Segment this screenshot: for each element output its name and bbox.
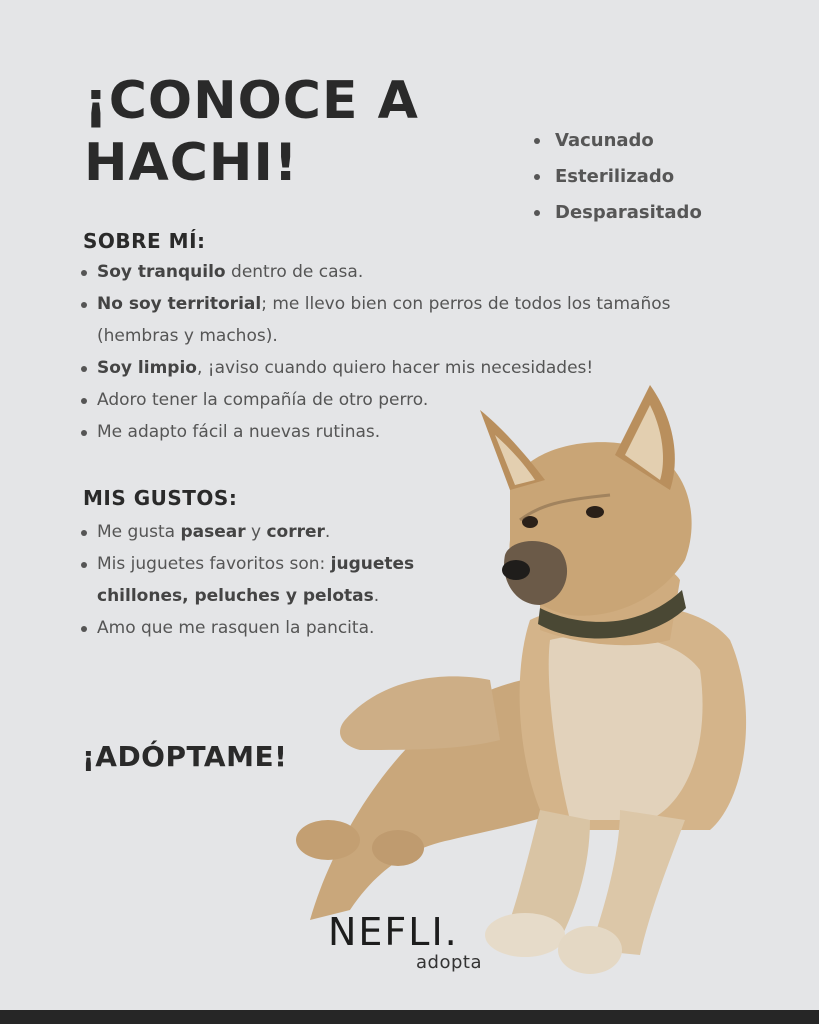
brand-name: NEFLI. xyxy=(328,910,459,954)
dog-illustration xyxy=(290,380,760,980)
health-item-vaccinated: Vacunado xyxy=(534,128,702,164)
adopt-me-callout: ¡ADÓPTAME! xyxy=(82,740,288,773)
poster-title: ¡CONOCE A HACHI! xyxy=(84,71,419,193)
likes-item: Me gusta pasear y correr. xyxy=(80,516,440,548)
about-heading: SOBRE MÍ: xyxy=(83,229,206,253)
about-item: Soy tranquilo dentro de casa. xyxy=(80,256,730,288)
health-list xyxy=(534,128,702,236)
health-item-dewormed: Desparasitado xyxy=(534,200,702,236)
likes-item: Amo que me rasquen la pancita. xyxy=(80,612,440,644)
likes-heading: MIS GUSTOS: xyxy=(83,486,238,510)
bottom-bar xyxy=(0,1010,819,1024)
about-item: No soy territorial; me llevo bien con perros de todos los tamaños (hembras y machos). xyxy=(80,288,707,352)
about-item: Adoro tener la compañía de otro perro. xyxy=(80,384,730,416)
about-item: Soy limpio, ¡aviso cuando quiero hacer mis necesidades! xyxy=(80,352,730,384)
health-item-sterilized: Esterilizado xyxy=(534,164,702,200)
brand-logo xyxy=(328,908,482,973)
brand-subtitle: adopta xyxy=(416,952,482,973)
likes-item: Mis juguetes favoritos son: juguetes chillones, peluches y pelotas. xyxy=(80,548,440,612)
about-item: Me adapto fácil a nuevas rutinas. xyxy=(80,416,730,448)
